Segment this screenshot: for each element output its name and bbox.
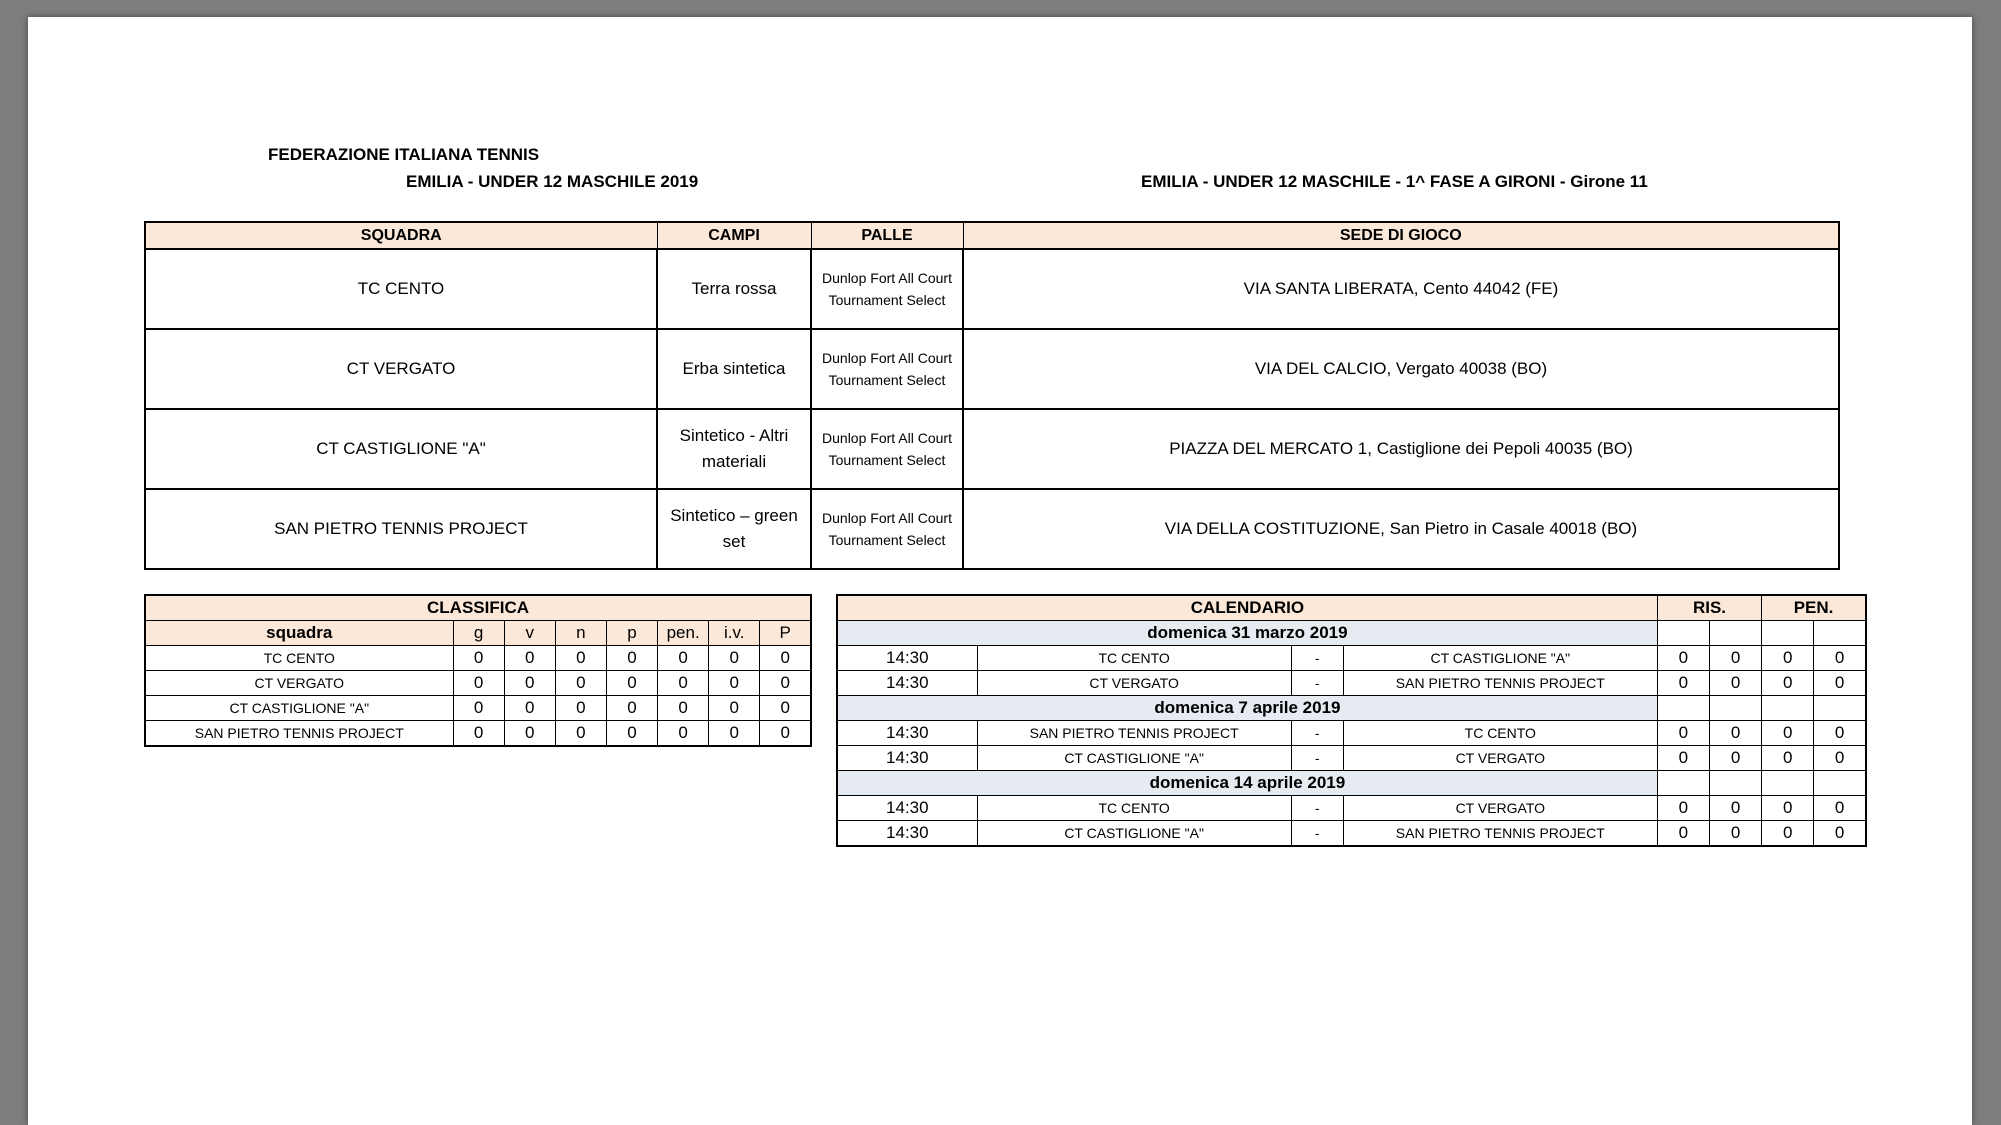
home-team: CT VERGATO xyxy=(977,671,1291,696)
stat-cell: 0 xyxy=(453,721,504,747)
match-separator: - xyxy=(1291,821,1343,847)
stat-cell: 0 xyxy=(658,721,709,747)
document-page xyxy=(28,17,1972,1125)
stat-cell: 0 xyxy=(658,646,709,671)
col-header-pen: pen. xyxy=(658,621,709,646)
away-team: CT VERGATO xyxy=(1343,746,1657,771)
match-separator: - xyxy=(1291,646,1343,671)
calendar-table xyxy=(836,594,1867,847)
score-cell: 0 xyxy=(1657,646,1709,671)
col-header-squadra: squadra xyxy=(145,621,453,646)
stat-cell: 0 xyxy=(658,696,709,721)
home-team: TC CENTO xyxy=(977,796,1291,821)
date-row xyxy=(837,621,1866,646)
match-date: domenica 7 aprile 2019 xyxy=(837,696,1657,721)
stat-cell: 0 xyxy=(709,696,760,721)
home-team: CT CASTIGLIONE "A" xyxy=(977,746,1291,771)
col-header-g: g xyxy=(453,621,504,646)
match-time: 14:30 xyxy=(837,646,977,671)
score-cell: 0 xyxy=(1814,646,1866,671)
col-header-v: v xyxy=(504,621,555,646)
venue: PIAZZA DEL MERCATO 1, Castiglione dei Pepoli 40035 (BO) xyxy=(963,409,1839,489)
score-cell: 0 xyxy=(1762,671,1814,696)
match-time: 14:30 xyxy=(837,821,977,847)
court-type: Terra rossa xyxy=(657,249,811,329)
stat-cell: 0 xyxy=(760,646,811,671)
venue: VIA SANTA LIBERATA, Cento 44042 (FE) xyxy=(963,249,1839,329)
away-team: SAN PIETRO TENNIS PROJECT xyxy=(1343,821,1657,847)
stat-cell: 0 xyxy=(555,671,606,696)
stat-cell: 0 xyxy=(709,646,760,671)
home-team: SAN PIETRO TENNIS PROJECT xyxy=(977,721,1291,746)
home-team: TC CENTO xyxy=(977,646,1291,671)
score-cell: 0 xyxy=(1762,646,1814,671)
table-row xyxy=(837,646,1866,671)
stat-cell: 0 xyxy=(504,696,555,721)
table-row xyxy=(145,329,1839,409)
match-time: 14:30 xyxy=(837,721,977,746)
match-time: 14:30 xyxy=(837,746,977,771)
group-title: EMILIA - UNDER 12 MASCHILE - 1^ FASE A GIRONI - Girone 11 xyxy=(1141,172,1648,191)
table-row xyxy=(145,721,811,747)
standings-table xyxy=(144,594,812,747)
stat-cell: 0 xyxy=(504,671,555,696)
table-row xyxy=(145,249,1839,329)
penalties-header: PEN. xyxy=(1762,595,1866,621)
score-cell: 0 xyxy=(1709,646,1761,671)
venue: VIA DEL CALCIO, Vergato 40038 (BO) xyxy=(963,329,1839,409)
col-header-points: P xyxy=(760,621,811,646)
federation-title: FEDERAZIONE ITALIANA TENNIS xyxy=(268,145,540,164)
score-cell: 0 xyxy=(1762,746,1814,771)
score-cell: 0 xyxy=(1762,821,1814,847)
balls-type: Dunlop Fort All Court Tournament Select xyxy=(811,489,963,569)
table-row xyxy=(837,821,1866,847)
stat-cell: 0 xyxy=(453,646,504,671)
team-name: CT VERGATO xyxy=(145,329,657,409)
score-cell: 0 xyxy=(1709,796,1761,821)
col-header-campi: CAMPI xyxy=(657,222,811,249)
match-separator: - xyxy=(1291,671,1343,696)
col-header-sede: SEDE DI GIOCO xyxy=(963,222,1839,249)
standings-team: CT VERGATO xyxy=(145,671,453,696)
standings-title-row xyxy=(145,595,811,621)
stat-cell: 0 xyxy=(555,696,606,721)
standings-team: TC CENTO xyxy=(145,646,453,671)
match-separator: - xyxy=(1291,796,1343,821)
calendar-title: CALENDARIO xyxy=(837,595,1657,621)
table-row xyxy=(145,646,811,671)
score-cell: 0 xyxy=(1657,721,1709,746)
score-cell: 0 xyxy=(1762,721,1814,746)
stat-cell: 0 xyxy=(453,696,504,721)
stat-cell: 0 xyxy=(760,721,811,747)
court-type: Sintetico – green set xyxy=(657,489,811,569)
standings-team: CT CASTIGLIONE "A" xyxy=(145,696,453,721)
stat-cell: 0 xyxy=(453,671,504,696)
balls-type: Dunlop Fort All Court Tournament Select xyxy=(811,249,963,329)
balls-type: Dunlop Fort All Court Tournament Select xyxy=(811,329,963,409)
col-header-squadra: SQUADRA xyxy=(145,222,657,249)
score-cell: 0 xyxy=(1814,671,1866,696)
col-header-n: n xyxy=(555,621,606,646)
team-name: TC CENTO xyxy=(145,249,657,329)
date-row xyxy=(837,771,1866,796)
score-cell: 0 xyxy=(1814,721,1866,746)
table-row xyxy=(145,696,811,721)
score-cell: 0 xyxy=(1814,821,1866,847)
away-team: CT VERGATO xyxy=(1343,796,1657,821)
stat-cell: 0 xyxy=(606,671,657,696)
match-date: domenica 31 marzo 2019 xyxy=(837,621,1657,646)
table-row xyxy=(145,409,1839,489)
score-cell: 0 xyxy=(1709,721,1761,746)
teams-table xyxy=(144,221,1840,570)
stat-cell: 0 xyxy=(555,721,606,747)
court-type: Erba sintetica xyxy=(657,329,811,409)
score-cell: 0 xyxy=(1657,746,1709,771)
standings-title: CLASSIFICA xyxy=(145,595,811,621)
col-header-iv: i.v. xyxy=(709,621,760,646)
stat-cell: 0 xyxy=(760,696,811,721)
stat-cell: 0 xyxy=(504,721,555,747)
score-cell: 0 xyxy=(1762,796,1814,821)
standings-team: SAN PIETRO TENNIS PROJECT xyxy=(145,721,453,747)
team-name: SAN PIETRO TENNIS PROJECT xyxy=(145,489,657,569)
score-cell: 0 xyxy=(1814,746,1866,771)
score-cell: 0 xyxy=(1657,796,1709,821)
away-team: TC CENTO xyxy=(1343,721,1657,746)
match-separator: - xyxy=(1291,746,1343,771)
score-cell: 0 xyxy=(1709,746,1761,771)
score-cell: 0 xyxy=(1657,671,1709,696)
balls-type: Dunlop Fort All Court Tournament Select xyxy=(811,409,963,489)
away-team: CT CASTIGLIONE "A" xyxy=(1343,646,1657,671)
table-row xyxy=(145,489,1839,569)
col-header-palle: PALLE xyxy=(811,222,963,249)
stat-cell: 0 xyxy=(606,721,657,747)
court-type: Sintetico - Altri materiali xyxy=(657,409,811,489)
stat-cell: 0 xyxy=(709,721,760,747)
stat-cell: 0 xyxy=(760,671,811,696)
stat-cell: 0 xyxy=(658,671,709,696)
match-separator: - xyxy=(1291,721,1343,746)
championship-subtitle: EMILIA - UNDER 12 MASCHILE 2019 xyxy=(406,172,699,191)
standings-header-row xyxy=(145,621,811,646)
stat-cell: 0 xyxy=(606,646,657,671)
teams-header-row xyxy=(145,222,1839,249)
score-cell: 0 xyxy=(1657,821,1709,847)
table-row xyxy=(837,746,1866,771)
stat-cell: 0 xyxy=(709,671,760,696)
team-name: CT CASTIGLIONE "A" xyxy=(145,409,657,489)
away-team: SAN PIETRO TENNIS PROJECT xyxy=(1343,671,1657,696)
date-row xyxy=(837,696,1866,721)
results-header: RIS. xyxy=(1657,595,1761,621)
match-date: domenica 14 aprile 2019 xyxy=(837,771,1657,796)
match-time: 14:30 xyxy=(837,796,977,821)
stat-cell: 0 xyxy=(504,646,555,671)
col-header-p: p xyxy=(606,621,657,646)
score-cell: 0 xyxy=(1709,671,1761,696)
table-row xyxy=(837,796,1866,821)
calendar-header-row xyxy=(837,595,1866,621)
table-row xyxy=(837,721,1866,746)
home-team: CT CASTIGLIONE "A" xyxy=(977,821,1291,847)
match-time: 14:30 xyxy=(837,671,977,696)
table-row xyxy=(837,671,1866,696)
score-cell: 0 xyxy=(1709,821,1761,847)
venue: VIA DELLA COSTITUZIONE, San Pietro in Casale 40018 (BO) xyxy=(963,489,1839,569)
stat-cell: 0 xyxy=(555,646,606,671)
stat-cell: 0 xyxy=(606,696,657,721)
score-cell: 0 xyxy=(1814,796,1866,821)
table-row xyxy=(145,671,811,696)
